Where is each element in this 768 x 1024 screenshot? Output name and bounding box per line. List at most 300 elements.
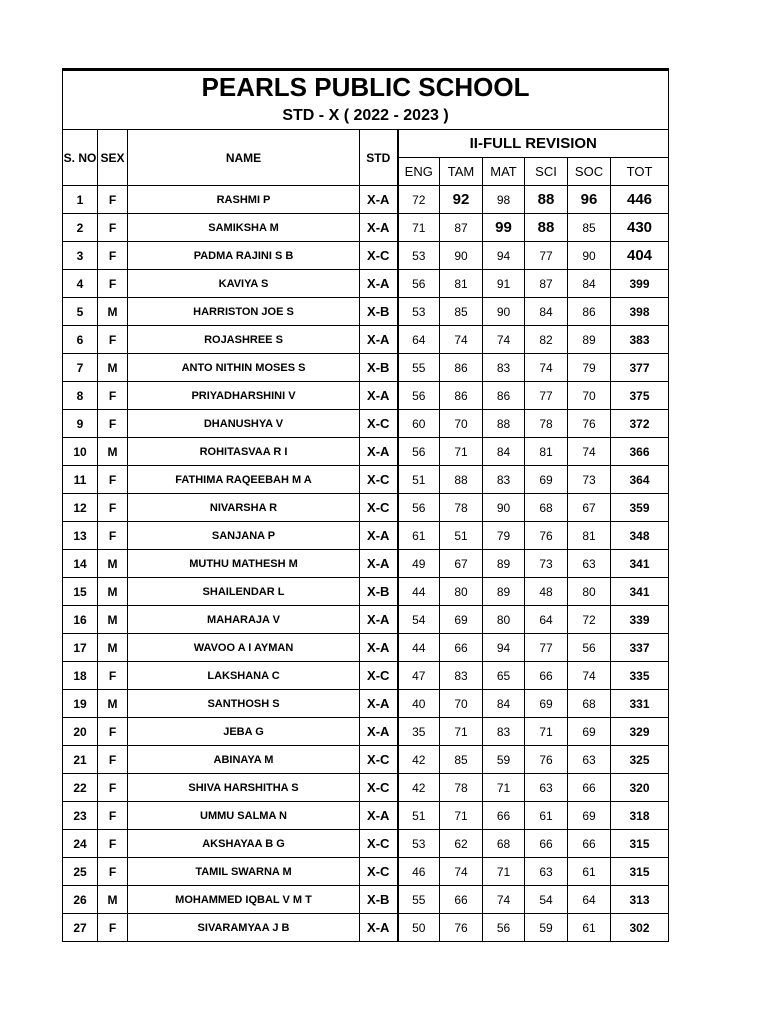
mark-sci: 63 <box>525 774 568 802</box>
student-sex: F <box>98 270 128 298</box>
student-sex: F <box>98 186 128 214</box>
mark-sci: 73 <box>525 550 568 578</box>
student-name: AKSHAYAA B G <box>128 830 360 858</box>
mark-soc: 70 <box>568 382 611 410</box>
mark-tam: 71 <box>440 718 483 746</box>
serial-number: 16 <box>63 606 98 634</box>
mark-soc: 74 <box>568 662 611 690</box>
mark-mat: 86 <box>483 382 525 410</box>
serial-number: 2 <box>63 214 98 242</box>
mark-mat: 71 <box>483 774 525 802</box>
mark-tam: 78 <box>440 494 483 522</box>
student-sex: F <box>98 718 128 746</box>
student-name: RASHMI P <box>128 186 360 214</box>
student-name: ROJASHREE S <box>128 326 360 354</box>
student-std: X-B <box>360 354 398 382</box>
student-row <box>63 802 669 830</box>
student-name: KAVIYA S <box>128 270 360 298</box>
mark-tam: 86 <box>440 354 483 382</box>
header-sex: SEX <box>98 130 128 186</box>
student-sex: M <box>98 550 128 578</box>
total-marks: 399 <box>611 270 669 298</box>
mark-eng: 40 <box>398 690 440 718</box>
student-sex: F <box>98 242 128 270</box>
mark-tam: 67 <box>440 550 483 578</box>
total-marks: 366 <box>611 438 669 466</box>
serial-number: 23 <box>63 802 98 830</box>
mark-sci: 64 <box>525 606 568 634</box>
total-marks: 359 <box>611 494 669 522</box>
student-std: X-A <box>360 382 398 410</box>
student-row <box>63 242 669 270</box>
student-row <box>63 186 669 214</box>
mark-mat: 84 <box>483 438 525 466</box>
mark-tam: 85 <box>440 298 483 326</box>
mark-sci: 87 <box>525 270 568 298</box>
student-std: X-A <box>360 550 398 578</box>
mark-soc: 61 <box>568 858 611 886</box>
serial-number: 19 <box>63 690 98 718</box>
mark-mat: 83 <box>483 354 525 382</box>
student-row <box>63 494 669 522</box>
student-sex: M <box>98 690 128 718</box>
student-sex: M <box>98 578 128 606</box>
total-marks: 377 <box>611 354 669 382</box>
total-marks: 318 <box>611 802 669 830</box>
total-marks: 375 <box>611 382 669 410</box>
mark-sci: 66 <box>525 830 568 858</box>
mark-sci: 69 <box>525 466 568 494</box>
serial-number: 20 <box>63 718 98 746</box>
student-sex: M <box>98 634 128 662</box>
student-std: X-C <box>360 746 398 774</box>
total-marks: 337 <box>611 634 669 662</box>
student-std: X-B <box>360 886 398 914</box>
student-row <box>63 382 669 410</box>
student-std: X-C <box>360 242 398 270</box>
student-std: X-A <box>360 690 398 718</box>
mark-sci: 78 <box>525 410 568 438</box>
mark-mat: 68 <box>483 830 525 858</box>
total-marks: 446 <box>611 186 669 214</box>
student-name: HARRISTON JOE S <box>128 298 360 326</box>
school-name: PEARLS PUBLIC SCHOOL <box>63 70 669 104</box>
mark-eng: 55 <box>398 886 440 914</box>
total-marks: 339 <box>611 606 669 634</box>
student-sex: F <box>98 774 128 802</box>
total-marks: 348 <box>611 522 669 550</box>
serial-number: 5 <box>63 298 98 326</box>
student-sex: F <box>98 326 128 354</box>
student-sex: F <box>98 214 128 242</box>
student-name: WAVOO A I AYMAN <box>128 634 360 662</box>
student-sex: M <box>98 606 128 634</box>
mark-soc: 61 <box>568 914 611 942</box>
total-marks: 325 <box>611 746 669 774</box>
student-sex: M <box>98 886 128 914</box>
serial-number: 3 <box>63 242 98 270</box>
student-std: X-A <box>360 718 398 746</box>
mark-eng: 35 <box>398 718 440 746</box>
student-std: X-C <box>360 662 398 690</box>
serial-number: 21 <box>63 746 98 774</box>
mark-tam: 62 <box>440 830 483 858</box>
student-std: X-A <box>360 802 398 830</box>
student-row <box>63 606 669 634</box>
mark-soc: 81 <box>568 522 611 550</box>
student-row <box>63 662 669 690</box>
subject-header: TOT <box>611 158 669 186</box>
mark-eng: 72 <box>398 186 440 214</box>
student-std: X-A <box>360 606 398 634</box>
student-row <box>63 214 669 242</box>
student-std: X-A <box>360 438 398 466</box>
mark-sci: 48 <box>525 578 568 606</box>
mark-tam: 74 <box>440 858 483 886</box>
student-name: SIVARAMYAA J B <box>128 914 360 942</box>
mark-tam: 66 <box>440 886 483 914</box>
serial-number: 25 <box>63 858 98 886</box>
student-row <box>63 578 669 606</box>
student-name: DHANUSHYA V <box>128 410 360 438</box>
mark-tam: 88 <box>440 466 483 494</box>
mark-soc: 86 <box>568 298 611 326</box>
mark-soc: 79 <box>568 354 611 382</box>
student-std: X-A <box>360 186 398 214</box>
mark-soc: 66 <box>568 830 611 858</box>
total-marks: 329 <box>611 718 669 746</box>
total-marks: 398 <box>611 298 669 326</box>
student-row <box>63 522 669 550</box>
mark-mat: 91 <box>483 270 525 298</box>
student-name: NIVARSHA R <box>128 494 360 522</box>
mark-tam: 87 <box>440 214 483 242</box>
subject-header: SCI <box>525 158 568 186</box>
mark-mat: 89 <box>483 550 525 578</box>
mark-eng: 50 <box>398 914 440 942</box>
mark-soc: 69 <box>568 718 611 746</box>
student-std: X-A <box>360 634 398 662</box>
mark-tam: 66 <box>440 634 483 662</box>
mark-soc: 63 <box>568 550 611 578</box>
total-marks: 302 <box>611 914 669 942</box>
serial-number: 8 <box>63 382 98 410</box>
mark-mat: 88 <box>483 410 525 438</box>
mark-tam: 70 <box>440 410 483 438</box>
mark-eng: 44 <box>398 634 440 662</box>
student-std: X-C <box>360 494 398 522</box>
mark-mat: 74 <box>483 886 525 914</box>
mark-soc: 74 <box>568 438 611 466</box>
mark-eng: 42 <box>398 746 440 774</box>
total-marks: 404 <box>611 242 669 270</box>
mark-soc: 69 <box>568 802 611 830</box>
mark-eng: 56 <box>398 494 440 522</box>
mark-mat: 56 <box>483 914 525 942</box>
mark-mat: 80 <box>483 606 525 634</box>
student-row <box>63 550 669 578</box>
mark-soc: 56 <box>568 634 611 662</box>
mark-soc: 76 <box>568 410 611 438</box>
student-row <box>63 466 669 494</box>
student-std: X-C <box>360 410 398 438</box>
mark-sci: 88 <box>525 214 568 242</box>
mark-sci: 76 <box>525 746 568 774</box>
mark-sci: 61 <box>525 802 568 830</box>
student-row <box>63 354 669 382</box>
mark-eng: 53 <box>398 298 440 326</box>
student-row <box>63 690 669 718</box>
student-std: X-B <box>360 298 398 326</box>
mark-eng: 47 <box>398 662 440 690</box>
mark-eng: 71 <box>398 214 440 242</box>
mark-soc: 90 <box>568 242 611 270</box>
student-name: SAMIKSHA M <box>128 214 360 242</box>
total-marks: 430 <box>611 214 669 242</box>
mark-eng: 51 <box>398 466 440 494</box>
student-std: X-B <box>360 578 398 606</box>
student-name: TAMIL SWARNA M <box>128 858 360 886</box>
serial-number: 27 <box>63 914 98 942</box>
mark-mat: 83 <box>483 466 525 494</box>
mark-mat: 89 <box>483 578 525 606</box>
mark-soc: 89 <box>568 326 611 354</box>
student-name: PRIYADHARSHINI V <box>128 382 360 410</box>
mark-eng: 60 <box>398 410 440 438</box>
mark-tam: 76 <box>440 914 483 942</box>
serial-number: 15 <box>63 578 98 606</box>
mark-eng: 56 <box>398 382 440 410</box>
serial-number: 7 <box>63 354 98 382</box>
mark-mat: 99 <box>483 214 525 242</box>
student-row <box>63 634 669 662</box>
subject-header: TAM <box>440 158 483 186</box>
student-name: SANJANA P <box>128 522 360 550</box>
student-std: X-A <box>360 214 398 242</box>
mark-sci: 82 <box>525 326 568 354</box>
mark-tam: 85 <box>440 746 483 774</box>
mark-sci: 76 <box>525 522 568 550</box>
mark-tam: 74 <box>440 326 483 354</box>
student-sex: F <box>98 802 128 830</box>
serial-number: 13 <box>63 522 98 550</box>
serial-number: 14 <box>63 550 98 578</box>
mark-mat: 66 <box>483 802 525 830</box>
student-name: PADMA RAJINI S B <box>128 242 360 270</box>
mark-mat: 71 <box>483 858 525 886</box>
student-sex: F <box>98 494 128 522</box>
student-sex: M <box>98 438 128 466</box>
student-row <box>63 270 669 298</box>
serial-number: 24 <box>63 830 98 858</box>
student-name: ABINAYA M <box>128 746 360 774</box>
mark-tam: 51 <box>440 522 483 550</box>
mark-tam: 90 <box>440 242 483 270</box>
mark-sci: 77 <box>525 382 568 410</box>
mark-sci: 84 <box>525 298 568 326</box>
student-name: MOHAMMED IQBAL V M T <box>128 886 360 914</box>
mark-soc: 63 <box>568 746 611 774</box>
mark-sci: 77 <box>525 634 568 662</box>
mark-soc: 80 <box>568 578 611 606</box>
student-sex: M <box>98 298 128 326</box>
mark-eng: 53 <box>398 830 440 858</box>
mark-tam: 78 <box>440 774 483 802</box>
mark-soc: 85 <box>568 214 611 242</box>
mark-eng: 55 <box>398 354 440 382</box>
mark-eng: 56 <box>398 438 440 466</box>
student-std: X-A <box>360 326 398 354</box>
mark-mat: 74 <box>483 326 525 354</box>
mark-soc: 72 <box>568 606 611 634</box>
serial-number: 18 <box>63 662 98 690</box>
serial-number: 1 <box>63 186 98 214</box>
mark-sci: 71 <box>525 718 568 746</box>
mark-eng: 56 <box>398 270 440 298</box>
mark-tam: 81 <box>440 270 483 298</box>
mark-tam: 69 <box>440 606 483 634</box>
mark-sci: 77 <box>525 242 568 270</box>
mark-tam: 70 <box>440 690 483 718</box>
mark-eng: 54 <box>398 606 440 634</box>
mark-mat: 65 <box>483 662 525 690</box>
mark-mat: 83 <box>483 718 525 746</box>
student-name: SHIVA HARSHITHA S <box>128 774 360 802</box>
header-name: NAME <box>128 130 360 186</box>
student-name: MUTHU MATHESH M <box>128 550 360 578</box>
mark-mat: 84 <box>483 690 525 718</box>
serial-number: 10 <box>63 438 98 466</box>
student-row <box>63 438 669 466</box>
mark-sci: 54 <box>525 886 568 914</box>
serial-number: 4 <box>63 270 98 298</box>
mark-tam: 71 <box>440 802 483 830</box>
student-row <box>63 886 669 914</box>
total-marks: 315 <box>611 830 669 858</box>
student-std: X-C <box>360 774 398 802</box>
header-sno: S. NO <box>63 130 98 186</box>
student-row <box>63 298 669 326</box>
total-marks: 341 <box>611 578 669 606</box>
mark-eng: 44 <box>398 578 440 606</box>
serial-number: 26 <box>63 886 98 914</box>
mark-mat: 94 <box>483 634 525 662</box>
student-row <box>63 410 669 438</box>
student-std: X-C <box>360 858 398 886</box>
student-name: SANTHOSH S <box>128 690 360 718</box>
student-name: JEBA G <box>128 718 360 746</box>
total-marks: 383 <box>611 326 669 354</box>
exam-title: II-FULL REVISION <box>398 130 669 158</box>
mark-tam: 80 <box>440 578 483 606</box>
mark-eng: 51 <box>398 802 440 830</box>
mark-tam: 86 <box>440 382 483 410</box>
serial-number: 6 <box>63 326 98 354</box>
subject-header: ENG <box>398 158 440 186</box>
total-marks: 315 <box>611 858 669 886</box>
mark-tam: 71 <box>440 438 483 466</box>
mark-sci: 63 <box>525 858 568 886</box>
mark-mat: 90 <box>483 494 525 522</box>
mark-soc: 64 <box>568 886 611 914</box>
mark-mat: 94 <box>483 242 525 270</box>
student-sex: F <box>98 830 128 858</box>
mark-soc: 66 <box>568 774 611 802</box>
student-row <box>63 830 669 858</box>
student-sex: F <box>98 466 128 494</box>
student-row <box>63 774 669 802</box>
class-year: STD - X ( 2022 - 2023 ) <box>63 103 669 130</box>
header-std: STD <box>360 130 398 186</box>
student-row <box>63 718 669 746</box>
results-table <box>62 68 669 942</box>
student-sex: F <box>98 410 128 438</box>
student-sex: F <box>98 858 128 886</box>
serial-number: 22 <box>63 774 98 802</box>
total-marks: 335 <box>611 662 669 690</box>
mark-sci: 68 <box>525 494 568 522</box>
student-std: X-A <box>360 914 398 942</box>
student-std: X-A <box>360 270 398 298</box>
serial-number: 17 <box>63 634 98 662</box>
mark-mat: 79 <box>483 522 525 550</box>
total-marks: 341 <box>611 550 669 578</box>
mark-eng: 46 <box>398 858 440 886</box>
student-name: LAKSHANA C <box>128 662 360 690</box>
student-name: ROHITASVAA R I <box>128 438 360 466</box>
mark-soc: 84 <box>568 270 611 298</box>
student-sex: F <box>98 522 128 550</box>
total-marks: 364 <box>611 466 669 494</box>
serial-number: 11 <box>63 466 98 494</box>
total-marks: 320 <box>611 774 669 802</box>
student-name: FATHIMA RAQEEBAH M A <box>128 466 360 494</box>
student-name: ANTO NITHIN MOSES S <box>128 354 360 382</box>
mark-tam: 83 <box>440 662 483 690</box>
mark-soc: 67 <box>568 494 611 522</box>
mark-eng: 42 <box>398 774 440 802</box>
serial-number: 9 <box>63 410 98 438</box>
student-row <box>63 746 669 774</box>
mark-sci: 66 <box>525 662 568 690</box>
student-row <box>63 914 669 942</box>
student-name: SHAILENDAR L <box>128 578 360 606</box>
mark-eng: 49 <box>398 550 440 578</box>
total-marks: 313 <box>611 886 669 914</box>
mark-eng: 53 <box>398 242 440 270</box>
mark-sci: 74 <box>525 354 568 382</box>
mark-mat: 90 <box>483 298 525 326</box>
mark-eng: 61 <box>398 522 440 550</box>
student-sex: F <box>98 914 128 942</box>
total-marks: 372 <box>611 410 669 438</box>
student-sex: F <box>98 746 128 774</box>
mark-eng: 64 <box>398 326 440 354</box>
mark-tam: 92 <box>440 186 483 214</box>
student-row <box>63 326 669 354</box>
subject-header: SOC <box>568 158 611 186</box>
mark-mat: 59 <box>483 746 525 774</box>
mark-soc: 68 <box>568 690 611 718</box>
mark-soc: 73 <box>568 466 611 494</box>
student-sex: F <box>98 382 128 410</box>
student-sex: F <box>98 662 128 690</box>
mark-soc: 96 <box>568 186 611 214</box>
mark-mat: 98 <box>483 186 525 214</box>
student-std: X-C <box>360 830 398 858</box>
mark-sci: 69 <box>525 690 568 718</box>
student-sex: M <box>98 354 128 382</box>
